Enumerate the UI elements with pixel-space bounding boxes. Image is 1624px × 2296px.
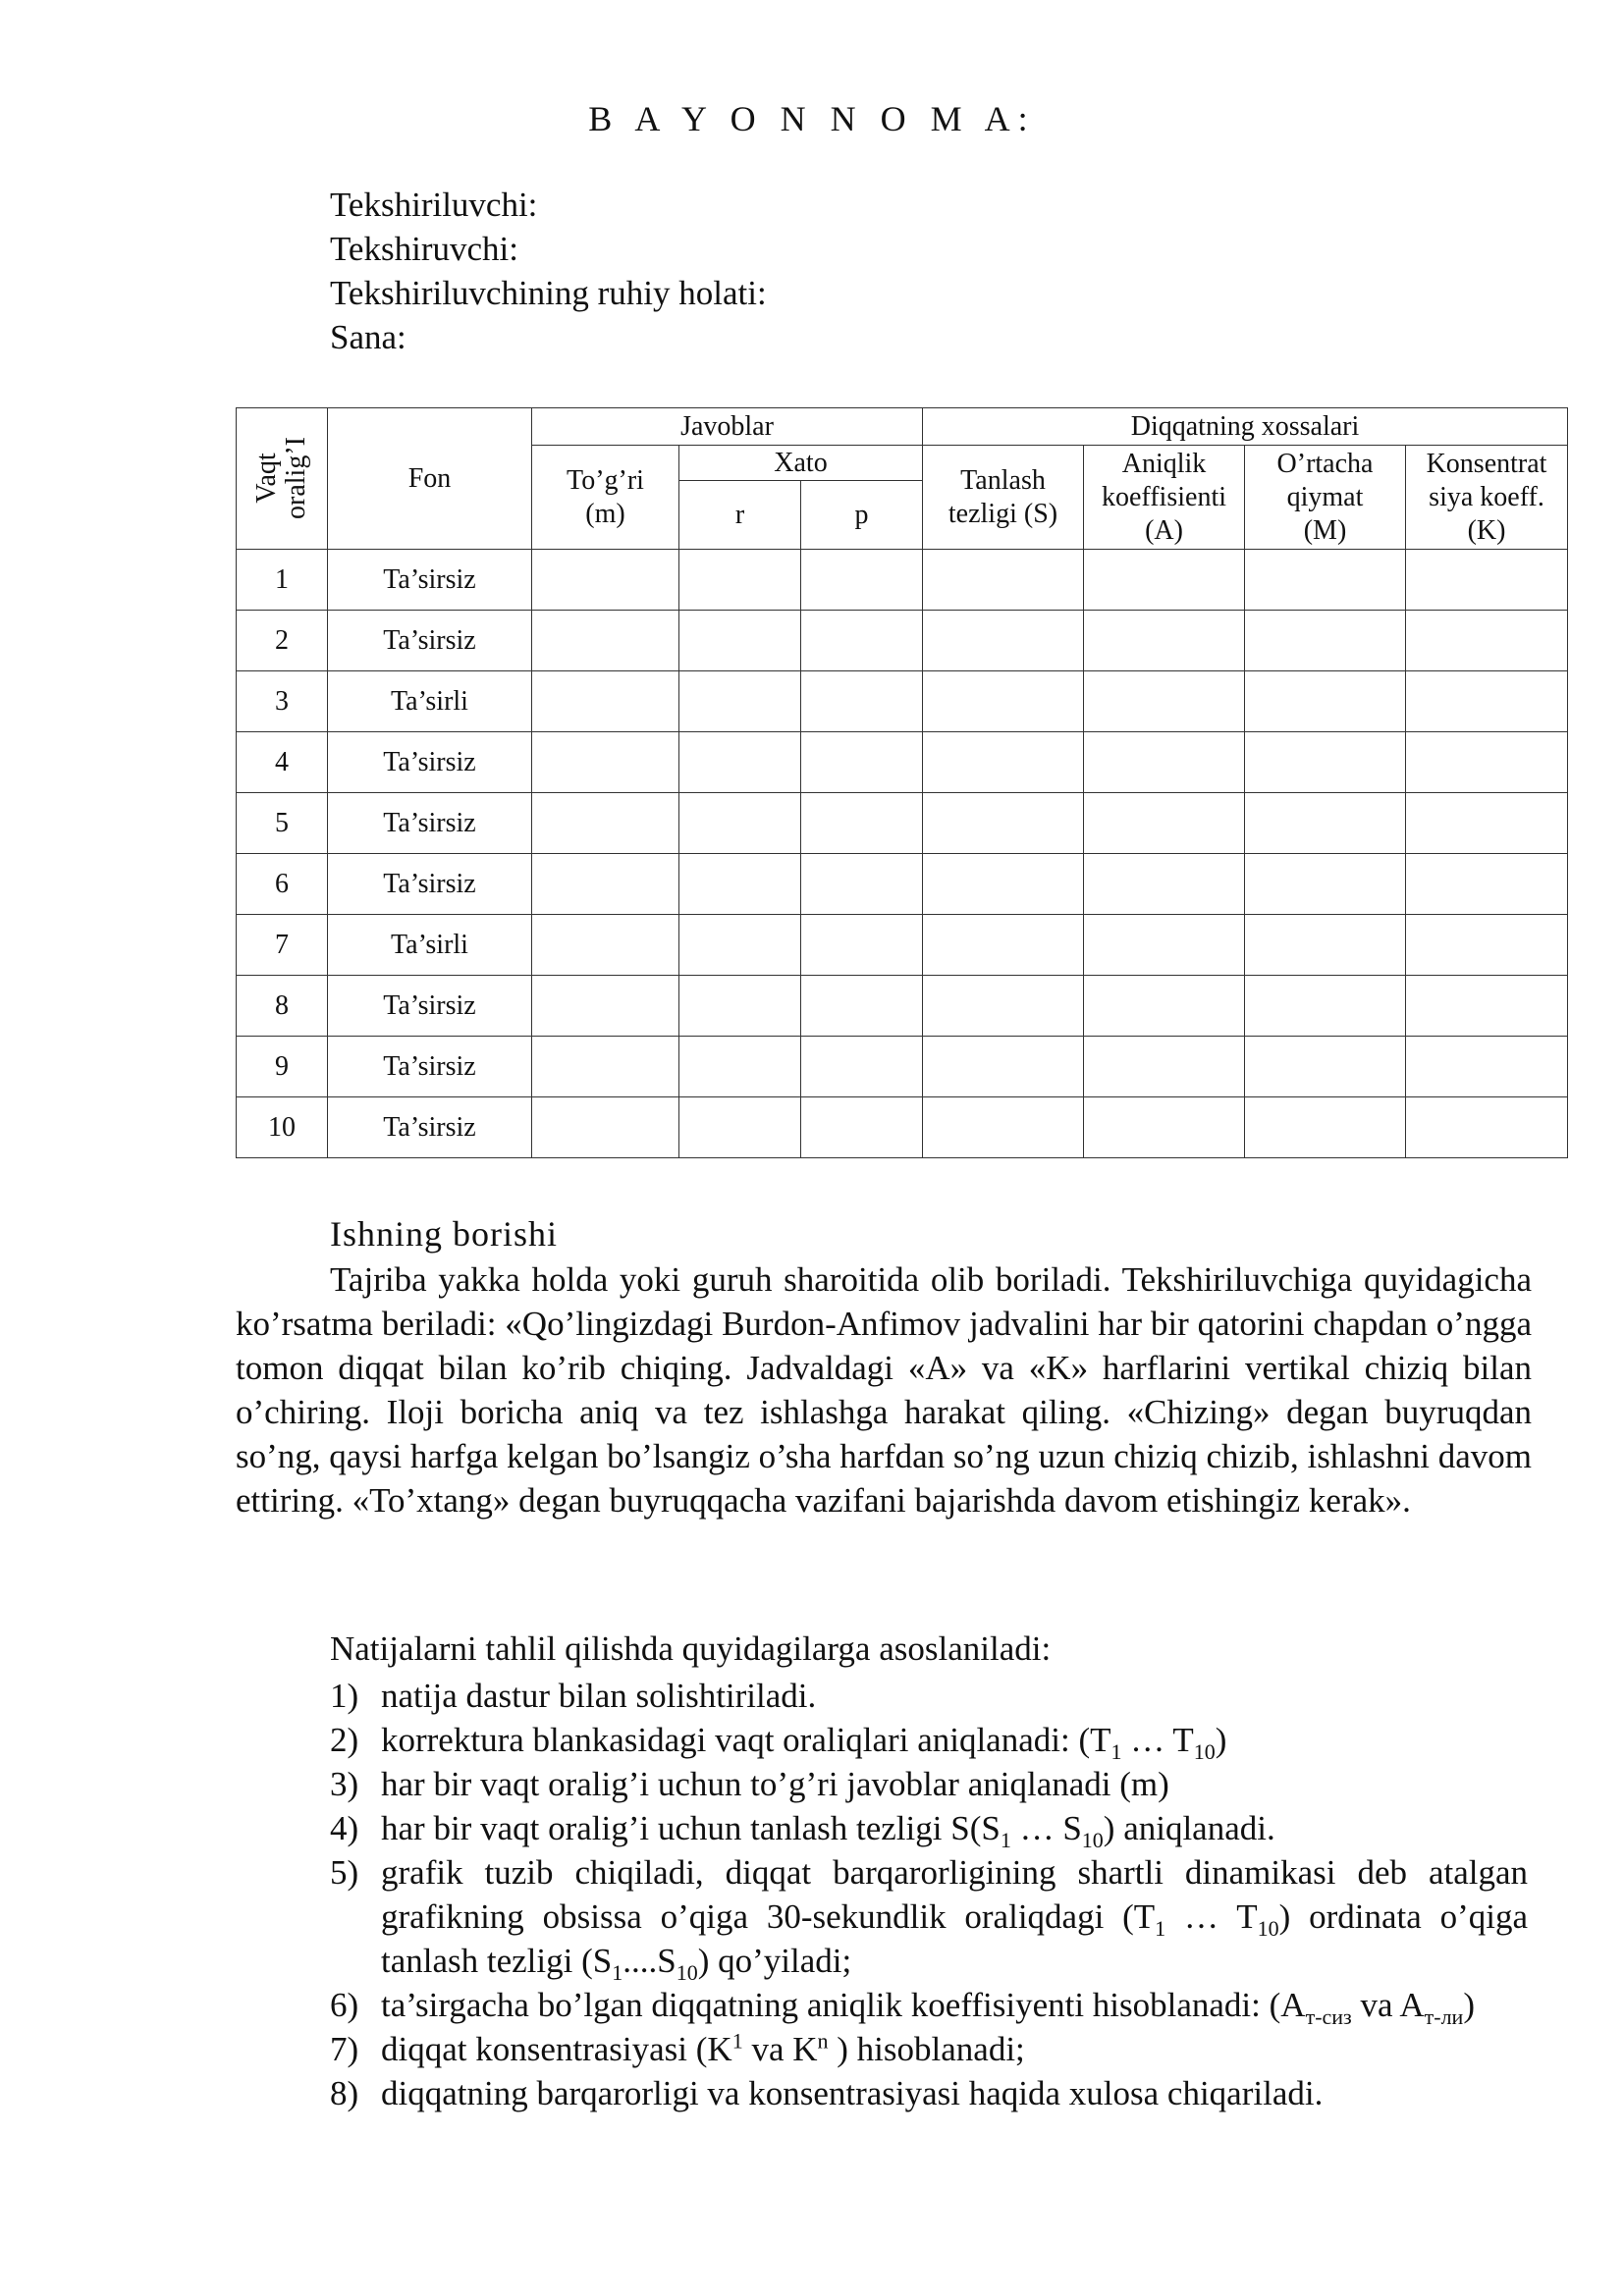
step-text-part: ) aniqlanadi. bbox=[1103, 1809, 1275, 1847]
empty-cell[interactable] bbox=[1084, 550, 1245, 611]
empty-cell[interactable] bbox=[801, 1037, 923, 1097]
analysis-step bbox=[330, 1762, 1528, 1806]
step-text-part: … T bbox=[1165, 1897, 1258, 1936]
row-number: 6 bbox=[237, 854, 328, 915]
table-row bbox=[237, 976, 1568, 1037]
document-title: B A Y O N N O M A: bbox=[588, 99, 1036, 138]
empty-cell[interactable] bbox=[532, 1037, 679, 1097]
step-text-part: т-сиз bbox=[1305, 2004, 1352, 2029]
empty-cell[interactable] bbox=[801, 915, 923, 976]
empty-cell[interactable] bbox=[801, 550, 923, 611]
empty-cell[interactable] bbox=[1084, 732, 1245, 793]
empty-cell[interactable] bbox=[679, 732, 801, 793]
empty-cell[interactable] bbox=[1245, 732, 1406, 793]
row-fon: Ta’sirsiz bbox=[328, 976, 532, 1037]
empty-cell[interactable] bbox=[1406, 732, 1568, 793]
step-text-part: ) qo’yiladi; bbox=[697, 1942, 852, 1980]
empty-cell[interactable] bbox=[801, 793, 923, 854]
table-row bbox=[237, 1097, 1568, 1158]
analysis-step bbox=[330, 1674, 1528, 1718]
step-text-part: har bir vaqt oralig’i uchun tanlash tezligi S(S bbox=[381, 1809, 1001, 1847]
header-answers: Javoblar bbox=[532, 408, 923, 446]
step-text-part: т-ли bbox=[1424, 2004, 1464, 2029]
empty-cell[interactable] bbox=[1084, 671, 1245, 732]
empty-cell[interactable] bbox=[1245, 550, 1406, 611]
step-text-part: … T bbox=[1121, 1721, 1194, 1759]
mental-state-label: Tekshiriluvchining ruhiy holati: bbox=[330, 274, 767, 312]
step-text-part: ....S bbox=[623, 1942, 677, 1980]
step-text-part: natija dastur bilan solishtiriladi. bbox=[381, 1677, 817, 1715]
row-number: 5 bbox=[237, 793, 328, 854]
header-mean: O’rtacha qiymat (M) bbox=[1245, 446, 1406, 550]
step-number: 3) bbox=[330, 1765, 359, 1803]
step-text-part: va A bbox=[1351, 1986, 1425, 2024]
empty-cell[interactable] bbox=[679, 671, 801, 732]
empty-cell[interactable] bbox=[679, 915, 801, 976]
empty-cell[interactable] bbox=[532, 915, 679, 976]
empty-cell[interactable] bbox=[679, 1097, 801, 1158]
header-attention: Diqqatning xossalari bbox=[923, 408, 1568, 446]
row-fon: Ta’sirsiz bbox=[328, 611, 532, 671]
empty-cell[interactable] bbox=[532, 550, 679, 611]
step-text-part: korrektura blankasidagi vaqt oraliqlari aniqlanadi: (T bbox=[381, 1721, 1111, 1759]
step-number: 1) bbox=[330, 1677, 359, 1715]
step-text-part: ) bbox=[1463, 1986, 1475, 2024]
empty-cell[interactable] bbox=[679, 1037, 801, 1097]
table-body bbox=[237, 550, 1568, 1158]
table-row bbox=[237, 1037, 1568, 1097]
table-row bbox=[237, 854, 1568, 915]
header-error: Xato bbox=[679, 446, 923, 481]
empty-cell[interactable] bbox=[1245, 915, 1406, 976]
step-text-part: 10 bbox=[1257, 1916, 1279, 1941]
step-text-part: n bbox=[817, 2028, 829, 2054]
empty-cell[interactable] bbox=[801, 976, 923, 1037]
empty-cell[interactable] bbox=[1245, 976, 1406, 1037]
step-number: 5) bbox=[330, 1853, 359, 1892]
analysis-heading: Natijalarni tahlil qilishda quyidagilarga asoslaniladi: bbox=[330, 1629, 1052, 1668]
empty-cell[interactable] bbox=[1245, 1037, 1406, 1097]
step-text-part: va K bbox=[742, 2030, 818, 2068]
empty-cell[interactable] bbox=[801, 671, 923, 732]
step-number: 8) bbox=[330, 2074, 359, 2112]
step-text-part: 10 bbox=[676, 1960, 698, 1985]
row-fon: Ta’sirsiz bbox=[328, 793, 532, 854]
analysis-step bbox=[330, 2027, 1528, 2071]
empty-cell[interactable] bbox=[923, 1097, 1084, 1158]
empty-cell[interactable] bbox=[923, 915, 1084, 976]
row-number: 1 bbox=[237, 550, 328, 611]
table-row bbox=[237, 611, 1568, 671]
empty-cell[interactable] bbox=[532, 793, 679, 854]
analysis-step bbox=[330, 1718, 1528, 1762]
step-text-part: grafik tuzib chiqiladi, diqqat barqarorligining shartli dinamikasi deb atalgan grafikning obsissa o’qiga 30-sekundlik oraliqdagi (T bbox=[381, 1853, 1528, 1936]
analysis-step bbox=[330, 1983, 1528, 2027]
header-concentration: Konsentrat siya koeff. (K) bbox=[1406, 446, 1568, 550]
empty-cell[interactable] bbox=[1406, 854, 1568, 915]
step-text-part: … S bbox=[1010, 1809, 1082, 1847]
step-text-part: 1 bbox=[1000, 1828, 1011, 1852]
examinee-label: Tekshiriluvchi: bbox=[330, 186, 538, 224]
empty-cell[interactable] bbox=[679, 854, 801, 915]
step-text-part: 1 bbox=[731, 2028, 743, 2054]
row-number: 3 bbox=[237, 671, 328, 732]
empty-cell[interactable] bbox=[532, 976, 679, 1037]
empty-cell[interactable] bbox=[1406, 976, 1568, 1037]
empty-cell[interactable] bbox=[1406, 793, 1568, 854]
row-fon: Ta’sirli bbox=[328, 915, 532, 976]
examiner-label: Tekshiruvchi: bbox=[330, 230, 518, 268]
empty-cell[interactable] bbox=[801, 732, 923, 793]
empty-cell[interactable] bbox=[1406, 611, 1568, 671]
empty-cell[interactable] bbox=[679, 976, 801, 1037]
table-row bbox=[237, 915, 1568, 976]
empty-cell[interactable] bbox=[1245, 611, 1406, 671]
step-number: 6) bbox=[330, 1986, 359, 2024]
row-number: 7 bbox=[237, 915, 328, 976]
empty-cell[interactable] bbox=[532, 1097, 679, 1158]
step-text-part: 1 bbox=[612, 1960, 623, 1985]
step-number: 7) bbox=[330, 2030, 359, 2068]
analysis-steps bbox=[330, 1674, 1528, 2115]
table-row bbox=[237, 793, 1568, 854]
header-interval-text: Vaqt oralig’I bbox=[251, 436, 311, 519]
step-text-part: diqqat konsentrasiyasi (K bbox=[381, 2030, 732, 2068]
empty-cell[interactable] bbox=[923, 1037, 1084, 1097]
header-accuracy: Aniqlik koeffisienti (A) bbox=[1084, 446, 1245, 550]
row-number: 2 bbox=[237, 611, 328, 671]
empty-cell[interactable] bbox=[1084, 1037, 1245, 1097]
analysis-step bbox=[330, 1850, 1528, 1983]
row-fon: Ta’sirsiz bbox=[328, 550, 532, 611]
step-text-part: diqqatning barqarorligi va konsentrasiyasi haqida xulosa chiqariladi. bbox=[381, 2074, 1324, 2112]
step-text-part: 1 bbox=[1155, 1916, 1166, 1941]
empty-cell[interactable] bbox=[923, 550, 1084, 611]
step-text-part: ) hisoblanadi; bbox=[828, 2030, 1025, 2068]
row-number: 4 bbox=[237, 732, 328, 793]
table-row bbox=[237, 550, 1568, 611]
step-text-part: 1 bbox=[1110, 1739, 1122, 1764]
empty-cell[interactable] bbox=[923, 854, 1084, 915]
empty-cell[interactable] bbox=[1084, 793, 1245, 854]
header-speed: Tanlash tezligi (S) bbox=[923, 446, 1084, 550]
empty-cell[interactable] bbox=[1406, 915, 1568, 976]
empty-cell[interactable] bbox=[923, 611, 1084, 671]
header-fields bbox=[330, 183, 767, 359]
analysis-step bbox=[330, 1806, 1528, 1850]
table-row bbox=[237, 732, 1568, 793]
empty-cell[interactable] bbox=[679, 550, 801, 611]
date-label: Sana: bbox=[330, 318, 406, 356]
step-text-part: 10 bbox=[1081, 1828, 1104, 1852]
empty-cell[interactable] bbox=[923, 732, 1084, 793]
empty-cell[interactable] bbox=[1084, 854, 1245, 915]
empty-cell[interactable] bbox=[923, 976, 1084, 1037]
empty-cell[interactable] bbox=[801, 854, 923, 915]
empty-cell[interactable] bbox=[532, 854, 679, 915]
row-fon: Ta’sirsiz bbox=[328, 732, 532, 793]
empty-cell[interactable] bbox=[801, 611, 923, 671]
empty-cell[interactable] bbox=[1406, 1097, 1568, 1158]
empty-cell[interactable] bbox=[1406, 1037, 1568, 1097]
empty-cell[interactable] bbox=[679, 793, 801, 854]
header-correct: To’g’ri (m) bbox=[532, 446, 679, 550]
empty-cell[interactable] bbox=[923, 793, 1084, 854]
row-number: 9 bbox=[237, 1037, 328, 1097]
step-number: 4) bbox=[330, 1809, 359, 1847]
empty-cell[interactable] bbox=[923, 671, 1084, 732]
empty-cell[interactable] bbox=[1245, 671, 1406, 732]
empty-cell[interactable] bbox=[532, 671, 679, 732]
row-fon: Ta’sirsiz bbox=[328, 854, 532, 915]
step-text-part: ) ordinata o’qiga tanlash tezligi (S bbox=[381, 1897, 1528, 1980]
row-number: 8 bbox=[237, 976, 328, 1037]
empty-cell[interactable] bbox=[1084, 976, 1245, 1037]
row-fon: Ta’sirsiz bbox=[328, 1037, 532, 1097]
step-number: 2) bbox=[330, 1721, 359, 1759]
empty-cell[interactable] bbox=[679, 611, 801, 671]
row-fon: Ta’sirsiz bbox=[328, 1097, 532, 1158]
empty-cell[interactable] bbox=[1406, 671, 1568, 732]
protocol-table bbox=[236, 407, 1568, 1158]
empty-cell[interactable] bbox=[532, 732, 679, 793]
empty-cell[interactable] bbox=[1245, 1097, 1406, 1158]
empty-cell[interactable] bbox=[532, 611, 679, 671]
procedure-text: Tajriba yakka holda yoki guruh sharoitida olib boriladi. Tekshiriluvchiga quyidagicha ko’rsatma beriladi: «Qo’lingizdagi Burdon-Anfimov jadvalini har bir qatorini chapdan o’ngga tomon diqqat bilan ko’rib chiqing. Jadvaldagi «A» va «K» harflarini vertikal chiziq bilan o’chiring. Iloji boricha aniq va tez ishlashga harakat qiling. «Chizing» degan buyruqdan so’ng, qaysi harfga kelgan bo’lsangiz o’sha harfdan so’ng uzun chiziq chizib, ishlashni davom ettiring. «To’xtang» degan buyruqqacha vazifani bajarishda davom etishingiz kerak». bbox=[236, 1260, 1532, 1520]
step-text-part: har bir vaqt oralig’i uchun to’g’ri javoblar aniqlanadi (m) bbox=[381, 1765, 1169, 1803]
header-r: r bbox=[679, 481, 801, 550]
step-text-part: 10 bbox=[1193, 1739, 1216, 1764]
analysis-step bbox=[330, 2071, 1528, 2115]
step-text-part: ) bbox=[1215, 1721, 1227, 1759]
empty-cell[interactable] bbox=[1084, 1097, 1245, 1158]
procedure-heading: Ishning borishi bbox=[330, 1214, 559, 1254]
empty-cell[interactable] bbox=[1084, 915, 1245, 976]
table-row bbox=[237, 671, 1568, 732]
empty-cell[interactable] bbox=[1245, 854, 1406, 915]
row-number: 10 bbox=[237, 1097, 328, 1158]
header-interval bbox=[237, 408, 328, 550]
empty-cell[interactable] bbox=[1245, 793, 1406, 854]
header-p: p bbox=[801, 481, 923, 550]
empty-cell[interactable] bbox=[801, 1097, 923, 1158]
empty-cell[interactable] bbox=[1084, 611, 1245, 671]
header-fon: Fon bbox=[328, 408, 532, 550]
step-text-part: ta’sirgacha bo’lgan diqqatning aniqlik koeffisiyenti hisoblanadi: (A bbox=[381, 1986, 1306, 2024]
row-fon: Ta’sirli bbox=[328, 671, 532, 732]
empty-cell[interactable] bbox=[1406, 550, 1568, 611]
